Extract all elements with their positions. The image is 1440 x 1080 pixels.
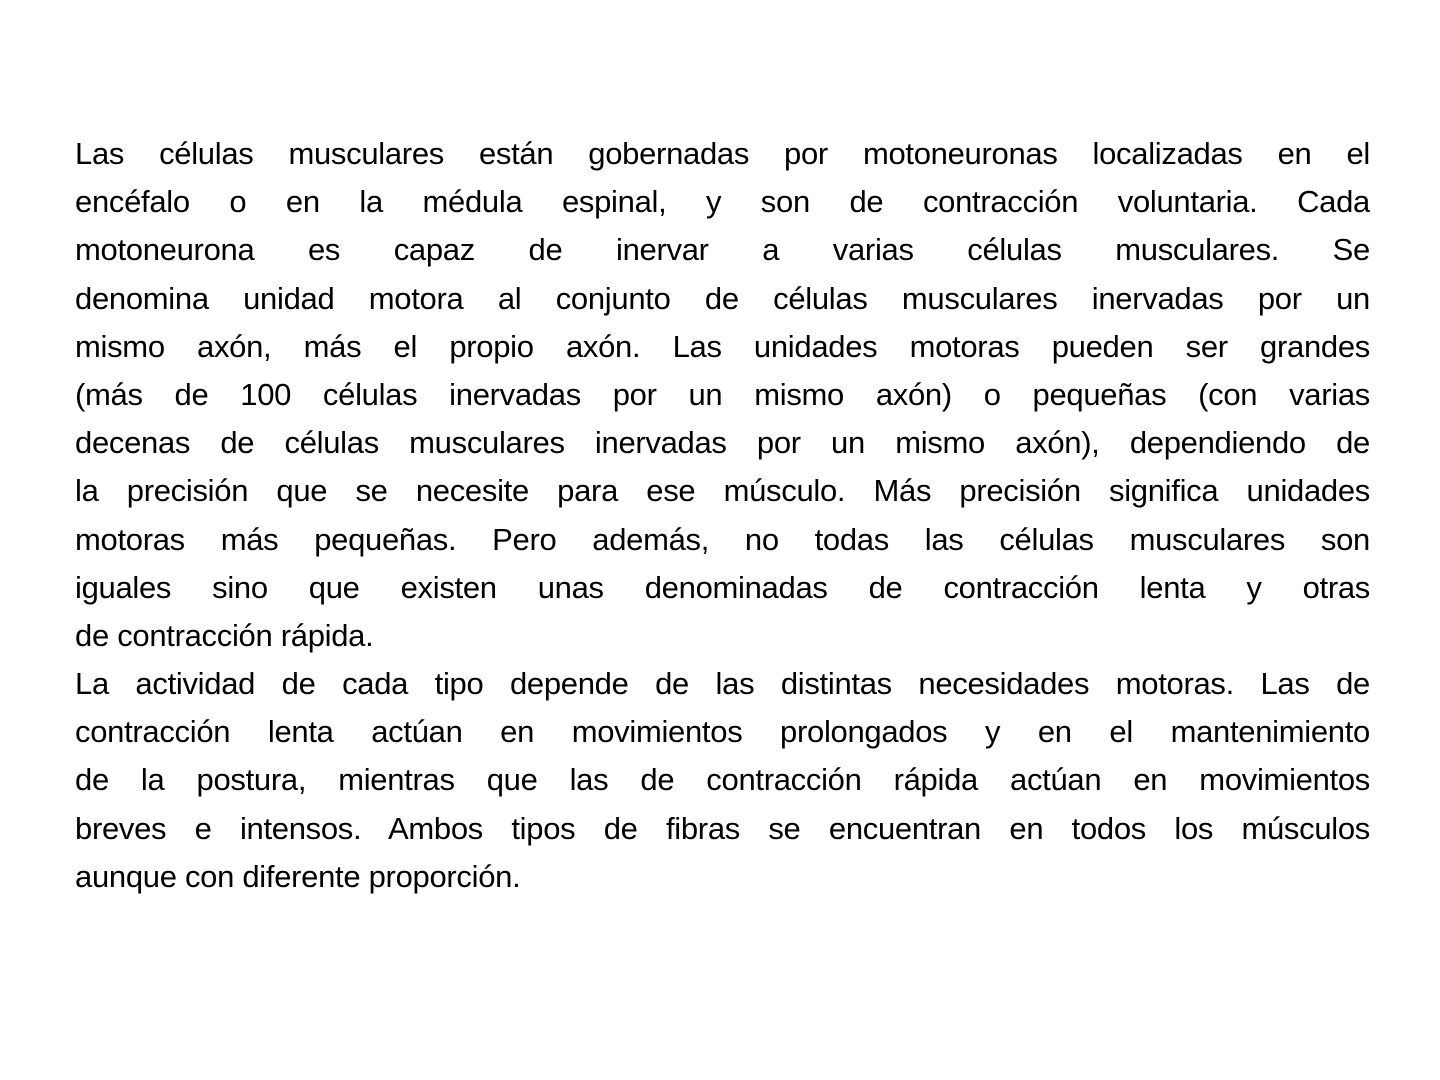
text-line: motoras más pequeñas. Pero además, no todas las células musculares son xyxy=(75,521,1370,557)
text-line: decenas de células musculares inervadas por un mismo axón), dependiendo de xyxy=(75,425,1370,461)
body-text xyxy=(75,130,1370,901)
text-line: la precisión que se necesite para ese músculo. Más precisión significa unidades xyxy=(75,473,1370,509)
text-line: aunque con diferente proporción. xyxy=(75,858,521,894)
text-line: contracción lenta actúan en movimientos prolongados y en el mantenimiento xyxy=(75,714,1370,750)
text-line: encéfalo o en la médula espinal, y son de contracción voluntaria. Cada xyxy=(75,184,1370,220)
paragraph-1 xyxy=(75,130,1370,660)
text-line: (más de 100 células inervadas por un mismo axón) o pequeñas (con varias xyxy=(75,376,1370,412)
text-line: mismo axón, más el propio axón. Las unidades motoras pueden ser grandes xyxy=(75,328,1370,364)
text-line: de la postura, mientras que las de contracción rápida actúan en movimientos xyxy=(75,762,1370,798)
text-line: motoneurona es capaz de inervar a varias células musculares. Se xyxy=(75,232,1370,268)
text-line: La actividad de cada tipo depende de las distintas necesidades motoras. Las de xyxy=(75,666,1370,702)
text-line: denomina unidad motora al conjunto de células musculares inervadas por un xyxy=(75,280,1370,316)
text-line: breves e intensos. Ambos tipos de fibras se encuentran en todos los músculos xyxy=(75,810,1370,846)
text-line: Las células musculares están gobernadas por motoneuronas localizadas en el xyxy=(75,136,1370,171)
text-line: iguales sino que existen unas denominadas de contracción lenta y otras xyxy=(75,569,1370,605)
text-line: de contracción rápida. xyxy=(75,617,374,653)
paragraph-2 xyxy=(75,660,1370,901)
